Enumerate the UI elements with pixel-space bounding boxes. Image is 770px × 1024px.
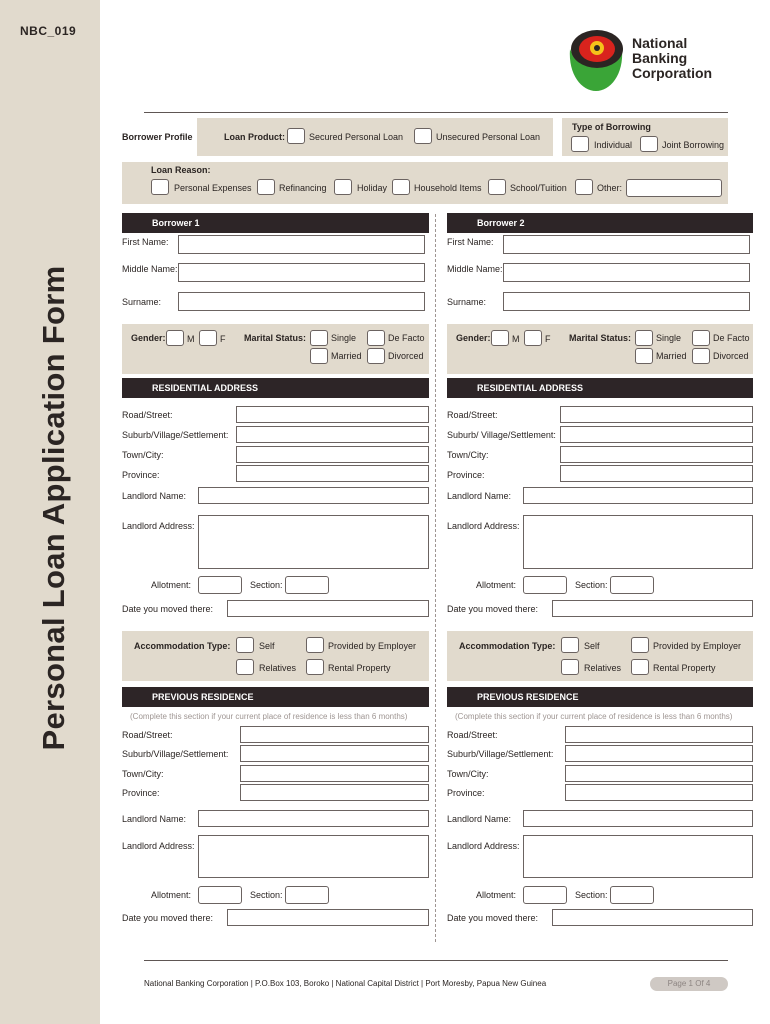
b2-province-label: Province:	[447, 470, 485, 480]
b1-gender-label: Gender:	[131, 333, 166, 343]
b1-relatives-label: Relatives	[259, 663, 297, 673]
b1-landlord-name-label: Landlord Name:	[122, 491, 187, 501]
b2-middle-name-label: Middle Name:	[447, 264, 503, 274]
b1-road-street-input[interactable]	[236, 406, 429, 423]
b2-landlord-address-input[interactable]	[523, 515, 753, 569]
joint-borrowing-label: Joint Borrowing	[662, 140, 725, 150]
b2-prev-province-input[interactable]	[565, 784, 753, 801]
bank-name-logo	[632, 36, 712, 81]
b1-gender-f-label: F	[220, 334, 226, 344]
b2-allotment-input[interactable]	[523, 576, 567, 594]
b1-first-name-label: First Name:	[122, 237, 169, 247]
b2-gender-label: Gender:	[456, 333, 491, 343]
b1-married-label: Married	[331, 351, 362, 361]
b1-de-facto-checkbox[interactable]	[367, 330, 385, 346]
reason-other-checkbox[interactable]	[575, 179, 593, 195]
b1-allotment-label: Allotment:	[151, 580, 192, 590]
b1-gender-m-label: M	[187, 334, 195, 344]
b2-gender-m-label: M	[512, 334, 520, 344]
b2-landlord-address-label: Landlord Address:	[447, 521, 520, 531]
b1-middle-name-input[interactable]	[178, 263, 425, 282]
b1-prev-suburb-label: Suburb/Village/Settlement:	[122, 749, 229, 759]
column-divider	[435, 214, 436, 942]
b2-landlord-name-label: Landlord Name:	[447, 491, 512, 501]
footer-divider	[144, 960, 728, 961]
b1-employer-label: Provided by Employer	[328, 641, 417, 651]
b1-marital-status-label: Marital Status:	[244, 333, 307, 343]
b2-single-checkbox[interactable]	[635, 330, 653, 346]
b2-town-label: Town/City:	[447, 450, 489, 460]
b1-province-label: Province:	[122, 470, 160, 480]
b2-date-moved-label: Date you moved there:	[447, 604, 539, 614]
b2-prev-date-moved-label: Date you moved there:	[447, 913, 539, 923]
b1-prev-allotment-label: Allotment:	[151, 890, 192, 900]
b2-married-checkbox[interactable]	[635, 348, 653, 364]
reason-refinancing-checkbox[interactable]	[257, 179, 275, 195]
b1-town-label: Town/City:	[122, 450, 164, 460]
b1-date-moved-input[interactable]	[227, 600, 429, 617]
bank-name-line-3: Corporation	[632, 65, 713, 81]
top-divider	[144, 112, 728, 113]
b2-prev-date-moved-input[interactable]	[552, 909, 753, 926]
b2-previous-residence-note: (Complete this section if your current place of residence is less than 6 months)	[455, 712, 733, 721]
b1-prev-landlord-name-input[interactable]	[198, 810, 429, 827]
b1-de-facto-label: De Facto	[388, 333, 425, 343]
b1-landlord-address-input[interactable]	[198, 515, 429, 569]
b2-section-input[interactable]	[610, 576, 654, 594]
individual-label: Individual	[594, 140, 633, 150]
b1-section-label: Section:	[250, 580, 283, 590]
b1-divorced-label: Divorced	[388, 351, 424, 361]
b2-prev-town-input[interactable]	[565, 765, 753, 782]
b2-de-facto-label: De Facto	[713, 333, 750, 343]
b1-single-label: Single	[331, 333, 357, 343]
b2-relatives-label: Relatives	[584, 663, 622, 673]
b2-road-street-input[interactable]	[560, 406, 753, 423]
b2-prev-allotment-label: Allotment:	[476, 890, 517, 900]
b2-prev-road-street-label: Road/Street:	[447, 730, 498, 740]
b2-first-name-label: First Name:	[447, 237, 494, 247]
b1-self-label: Self	[259, 641, 275, 651]
b1-prev-landlord-address-input[interactable]	[198, 835, 429, 878]
reason-school-tuition-checkbox[interactable]	[488, 179, 506, 195]
reason-holiday-label: Holiday	[357, 183, 388, 193]
b2-prev-landlord-address-label: Landlord Address:	[447, 841, 520, 851]
loan-reason-title: Loan Reason:	[151, 165, 211, 175]
b1-date-moved-label: Date you moved there:	[122, 604, 214, 614]
b2-divorced-label: Divorced	[713, 351, 749, 361]
b1-road-street-label: Road/Street:	[122, 410, 173, 420]
b2-gender-f-checkbox[interactable]	[524, 330, 542, 346]
b1-rental-label: Rental Property	[328, 663, 391, 673]
b2-allotment-label: Allotment:	[476, 580, 517, 590]
b1-prev-province-label: Province:	[122, 788, 160, 798]
b2-prev-province-label: Province:	[447, 788, 485, 798]
secured-loan-checkbox[interactable]	[287, 128, 305, 144]
bank-name-line-1: National	[632, 35, 688, 51]
b2-self-label: Self	[584, 641, 600, 651]
b1-landlord-address-label: Landlord Address:	[122, 521, 195, 531]
b1-prev-road-street-label: Road/Street:	[122, 730, 173, 740]
b2-rental-checkbox[interactable]	[631, 659, 649, 675]
b2-previous-residence-header: PREVIOUS RESIDENCE	[447, 687, 753, 707]
reason-personal-expenses-checkbox[interactable]	[151, 179, 169, 195]
b1-prev-suburb-input[interactable]	[240, 745, 429, 762]
b1-gender-f-checkbox[interactable]	[199, 330, 217, 346]
b1-self-checkbox[interactable]	[236, 637, 254, 653]
b1-residential-address-header: RESIDENTIAL ADDRESS	[122, 378, 429, 398]
b1-rental-checkbox[interactable]	[306, 659, 324, 675]
b2-rental-label: Rental Property	[653, 663, 716, 673]
b2-prev-landlord-address-input[interactable]	[523, 835, 753, 878]
b2-suburb-input[interactable]	[560, 426, 753, 443]
b2-surname-input[interactable]	[503, 292, 750, 311]
b1-prev-landlord-address-label: Landlord Address:	[122, 841, 195, 851]
b2-prev-section-input[interactable]	[610, 886, 654, 904]
b2-prev-road-street-input[interactable]	[565, 726, 753, 743]
b2-province-input[interactable]	[560, 465, 753, 482]
b1-previous-residence-note: (Complete this section if your current place of residence is less than 6 months)	[130, 712, 408, 721]
b2-married-label: Married	[656, 351, 687, 361]
unsecured-loan-label: Unsecured Personal Loan	[436, 132, 541, 142]
b2-prev-landlord-name-input[interactable]	[523, 810, 753, 827]
b1-landlord-name-input[interactable]	[198, 487, 429, 504]
b2-employer-label: Provided by Employer	[653, 641, 742, 651]
b1-surname-label: Surname:	[122, 297, 162, 307]
b1-single-checkbox[interactable]	[310, 330, 328, 346]
b1-prev-section-label: Section:	[250, 890, 283, 900]
b1-prev-allotment-input[interactable]	[198, 886, 242, 904]
b2-gender-m-checkbox[interactable]	[491, 330, 509, 346]
form-code: NBC_019	[20, 24, 77, 38]
b1-prev-section-input[interactable]	[285, 886, 329, 904]
b2-prev-section-label: Section:	[575, 890, 608, 900]
b2-marital-status-label: Marital Status:	[569, 333, 632, 343]
b1-section-input[interactable]	[285, 576, 329, 594]
bank-name-line-2: Banking	[632, 50, 688, 66]
b1-allotment-input[interactable]	[198, 576, 242, 594]
page-number-badge: Page 1 Of 4	[650, 977, 728, 991]
nbc-logo-icon	[566, 27, 626, 95]
reason-household-items-checkbox[interactable]	[392, 179, 410, 195]
reason-other-label: Other:	[597, 183, 623, 193]
reason-personal-expenses-label: Personal Expenses	[174, 183, 252, 193]
b2-town-input[interactable]	[560, 446, 753, 463]
b1-middle-name-label: Middle Name:	[122, 264, 178, 274]
loan-product-label: Loan Product:	[224, 132, 285, 142]
reason-refinancing-label: Refinancing	[279, 183, 327, 193]
b2-surname-label: Surname:	[447, 297, 487, 307]
b2-gender-f-label: F	[545, 334, 551, 344]
b2-residential-address-header: RESIDENTIAL ADDRESS	[447, 378, 753, 398]
reason-household-items-label: Household Items	[414, 183, 482, 193]
b1-prev-landlord-name-label: Landlord Name:	[122, 814, 187, 824]
b1-divorced-checkbox[interactable]	[367, 348, 385, 364]
b1-prev-date-moved-input[interactable]	[227, 909, 429, 926]
b1-previous-residence-header: PREVIOUS RESIDENCE	[122, 687, 429, 707]
b1-prev-town-input[interactable]	[240, 765, 429, 782]
b2-self-checkbox[interactable]	[561, 637, 579, 653]
individual-checkbox[interactable]	[571, 136, 589, 152]
b1-prev-province-input[interactable]	[240, 784, 429, 801]
b1-suburb-input[interactable]	[236, 426, 429, 443]
borrower-2-header: Borrower 2	[447, 213, 753, 233]
b2-section-label: Section:	[575, 580, 608, 590]
b1-surname-input[interactable]	[178, 292, 425, 311]
b2-prev-landlord-name-label: Landlord Name:	[447, 814, 512, 824]
b2-relatives-checkbox[interactable]	[561, 659, 579, 675]
b2-divorced-checkbox[interactable]	[692, 348, 710, 364]
b1-town-input[interactable]	[236, 446, 429, 463]
b1-gender-m-checkbox[interactable]	[166, 330, 184, 346]
b2-single-label: Single	[656, 333, 682, 343]
b2-accommodation-type-label: Accommodation Type:	[459, 641, 556, 651]
reason-other-input[interactable]	[626, 179, 722, 197]
borrower-1-header: Borrower 1	[122, 213, 429, 233]
unsecured-loan-checkbox[interactable]	[414, 128, 432, 144]
b2-road-street-label: Road/Street:	[447, 410, 498, 420]
b1-relatives-checkbox[interactable]	[236, 659, 254, 675]
borrowing-type-title: Type of Borrowing	[572, 122, 651, 132]
b1-first-name-input[interactable]	[178, 235, 425, 254]
reason-school-tuition-label: School/Tuition	[510, 183, 567, 193]
b2-prev-town-label: Town/City:	[447, 769, 489, 779]
joint-borrowing-checkbox[interactable]	[640, 136, 658, 152]
b2-middle-name-input[interactable]	[503, 263, 750, 282]
b1-suburb-label: Suburb/Village/Settlement:	[122, 430, 229, 440]
b1-accommodation-type-label: Accommodation Type:	[134, 641, 231, 651]
b2-first-name-input[interactable]	[503, 235, 750, 254]
b2-de-facto-checkbox[interactable]	[692, 330, 710, 346]
b1-province-input[interactable]	[236, 465, 429, 482]
b2-prev-suburb-input[interactable]	[565, 745, 753, 762]
borrower-profile-title: Borrower Profile	[122, 132, 193, 142]
form-title-vertical: Personal Loan Application Form	[36, 265, 71, 751]
secured-loan-label: Secured Personal Loan	[309, 132, 404, 142]
b1-prev-date-moved-label: Date you moved there:	[122, 913, 214, 923]
b2-prev-allotment-input[interactable]	[523, 886, 567, 904]
b1-employer-checkbox[interactable]	[306, 637, 324, 653]
b2-date-moved-input[interactable]	[552, 600, 753, 617]
b1-prev-town-label: Town/City:	[122, 769, 164, 779]
footer-address: National Banking Corporation | P.O.Box 103, Boroko | National Capital District | Port Moresby, Papua New Guinea	[144, 979, 547, 988]
b2-landlord-name-input[interactable]	[523, 487, 753, 504]
b2-prev-suburb-label: Suburb/Village/Settlement:	[447, 749, 554, 759]
reason-holiday-checkbox[interactable]	[334, 179, 352, 195]
b1-prev-road-street-input[interactable]	[240, 726, 429, 743]
b2-employer-checkbox[interactable]	[631, 637, 649, 653]
b2-suburb-label: Suburb/ Village/Settlement:	[447, 430, 556, 440]
b1-married-checkbox[interactable]	[310, 348, 328, 364]
